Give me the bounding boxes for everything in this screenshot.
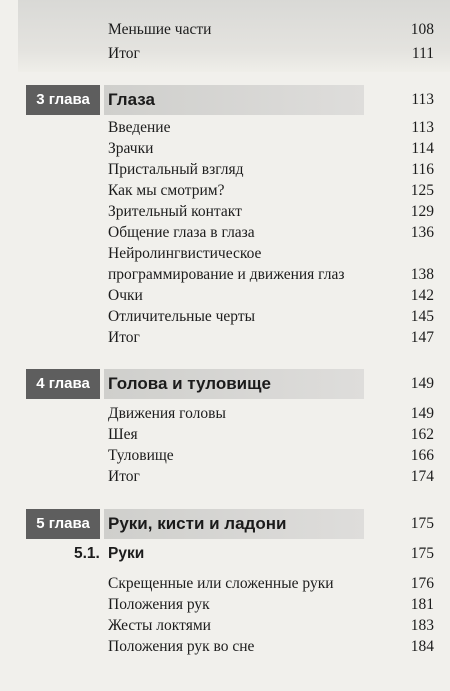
entry-title: Зрительный контакт	[108, 203, 242, 220]
toc-entry	[108, 285, 434, 307]
toc-entry	[108, 327, 434, 349]
entry-page: 147	[410, 329, 434, 346]
chapter-header-5	[26, 509, 434, 539]
entry-page: 111	[411, 45, 434, 62]
entry-title: Зрачки	[108, 140, 154, 157]
entry-page: 181	[410, 596, 434, 613]
toc-entry	[108, 19, 434, 41]
entry-page: 184	[410, 638, 434, 655]
entry-title: Положения рук во сне	[108, 638, 255, 655]
entry-title: Скрещенные или сложенные руки	[108, 575, 334, 592]
entry-title: программирование и движения глаз	[108, 266, 345, 283]
entry-title: Отличительные черты	[108, 308, 256, 325]
chapter-title: Руки, кисти и ладони	[108, 514, 287, 533]
toc-entry	[108, 138, 434, 160]
entry-title: Введение	[108, 119, 171, 136]
entry-title: Итог	[108, 45, 140, 62]
section-title: Руки	[108, 545, 145, 562]
toc-entry	[108, 159, 434, 181]
toc-entry	[108, 594, 434, 616]
entry-title: Туловище	[108, 447, 174, 464]
entry-title: Жесты локтями	[108, 617, 211, 634]
entry-page: 114	[411, 140, 434, 157]
toc-entry	[108, 424, 434, 446]
toc-entry	[108, 636, 434, 658]
entry-title: Общение глаза в глаза	[108, 224, 255, 241]
toc-entry	[108, 201, 434, 223]
entry-title: Движения головы	[108, 405, 226, 422]
chapter-badge: 5 глава	[26, 509, 100, 539]
entry-title: Итог	[108, 468, 140, 485]
entry-title: Нейролингвистическое	[108, 245, 262, 262]
chapter-header-4	[26, 369, 434, 399]
entry-page: 129	[410, 203, 434, 220]
toc-entry	[108, 222, 434, 244]
entry-title: Положения рук	[108, 596, 210, 613]
entry-page: 138	[410, 266, 434, 283]
chapter-badge: 4 глава	[26, 369, 100, 399]
toc-entry	[108, 403, 434, 425]
toc-entry	[108, 306, 434, 328]
entry-title: Очки	[108, 287, 143, 304]
chapter-page: 149	[410, 375, 434, 392]
toc-entry	[108, 264, 434, 286]
entry-page: 116	[411, 161, 434, 178]
entry-page: 176	[410, 575, 434, 592]
toc-entry	[108, 43, 434, 65]
entry-title: Шея	[108, 426, 138, 443]
section-number: 5.1.	[74, 545, 100, 562]
chapter-title: Голова и туловище	[108, 374, 271, 393]
entry-page: 145	[410, 308, 434, 325]
entry-title: Пристальный взгляд	[108, 161, 244, 178]
entry-page: 166	[410, 447, 434, 464]
section-page: 175	[410, 545, 434, 562]
toc-entry	[108, 445, 434, 467]
chapter-header-3	[26, 85, 434, 115]
entry-page: 142	[410, 287, 434, 304]
entry-page: 113	[411, 119, 434, 136]
entry-page: 149	[410, 405, 434, 422]
entry-page: 136	[410, 224, 434, 241]
toc-entry	[108, 180, 434, 202]
toc-entry	[108, 615, 434, 637]
entry-title: Меньшие части	[108, 21, 212, 38]
section-header	[74, 542, 434, 566]
chapter-page: 175	[410, 515, 434, 532]
entry-title: Итог	[108, 329, 140, 346]
entry-page: 174	[410, 468, 434, 485]
chapter-badge: 3 глава	[26, 85, 100, 115]
chapter-page: 113	[411, 91, 434, 108]
toc-entry	[108, 117, 434, 139]
entry-page: 108	[410, 21, 434, 38]
toc-entry	[108, 573, 434, 595]
toc-entry	[108, 466, 434, 488]
entry-page: 162	[410, 426, 434, 443]
entry-page: 125	[410, 182, 434, 199]
toc-entry	[108, 243, 434, 265]
entry-page: 183	[410, 617, 434, 634]
chapter-title: Глаза	[108, 90, 155, 109]
entry-title: Как мы смотрим?	[108, 182, 225, 199]
